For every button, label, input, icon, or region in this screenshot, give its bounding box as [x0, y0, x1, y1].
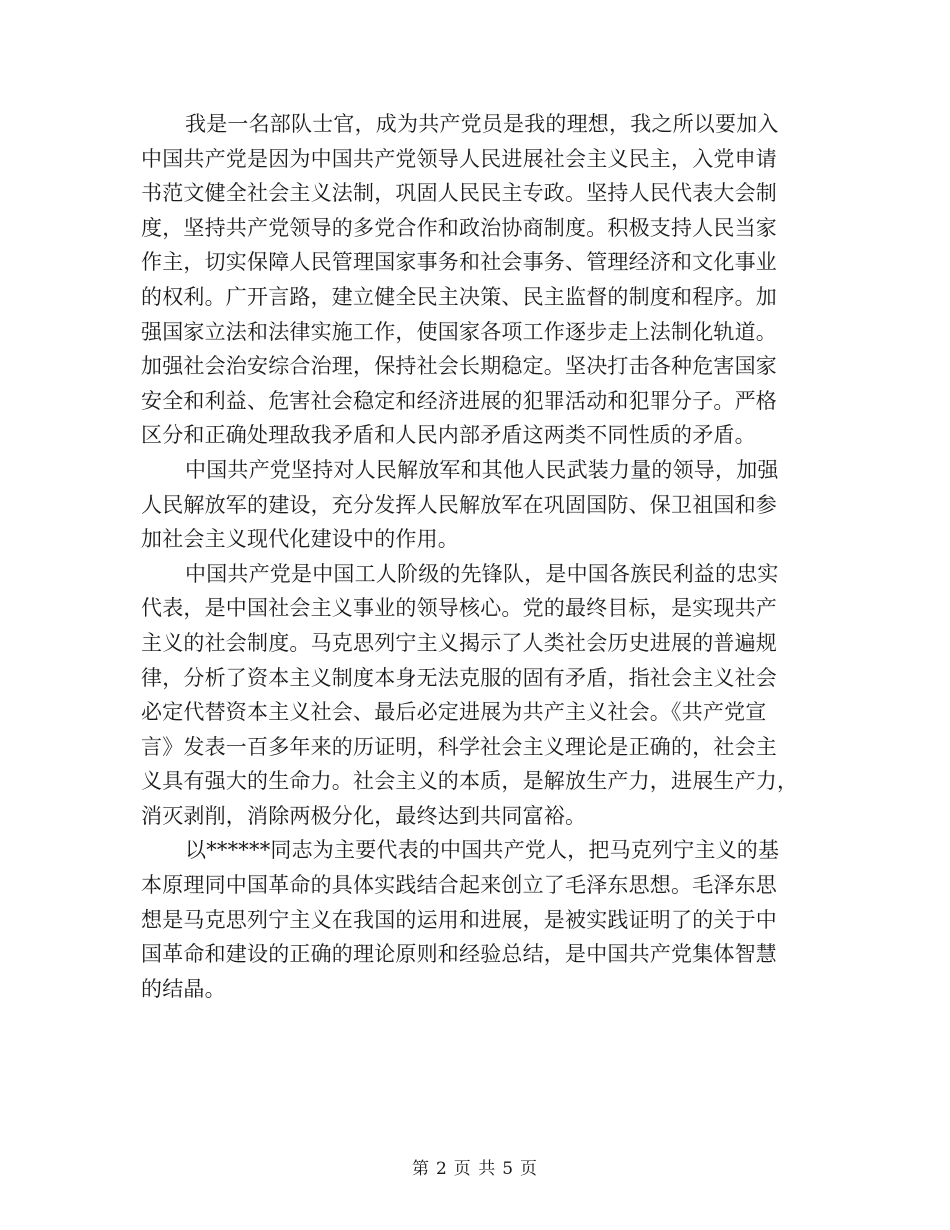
paragraph-line: 义具有强大的生命力。社会主义的本质，是解放生产力，进展生产力，: [141, 769, 799, 794]
paragraph-line: 人民解放军的建设，充分发挥人民解放军在巩固国防、保卫祖国和参: [141, 492, 777, 517]
paragraph-line: 中国共产党是中国工人阶级的先锋队，是中国各族民利益的忠实: [185, 561, 779, 586]
paragraph-line: 加强社会治安综合治理，保持社会长期稳定。坚决打击各种危害国家: [141, 354, 777, 379]
paragraph-line: 度，坚持共产党领导的多党合作和政治协商制度。积极支持人民当家: [141, 215, 777, 240]
paragraph-line: 的权利。广开言路，建立健全民主决策、民主监督的制度和程序。加: [141, 284, 777, 309]
current-page-number: 2: [435, 1159, 448, 1179]
paragraph-line: 代表，是中国社会主义事业的领导核心。党的最终目标，是实现共产: [141, 596, 777, 621]
total-page-count: 5: [502, 1159, 515, 1179]
paragraph-line: 的结晶。: [141, 976, 226, 1001]
paragraph-line: 本原理同中国革命的具体实践结合起来创立了毛泽东思想。毛泽东思: [141, 873, 777, 898]
paragraph-3: [141, 557, 801, 834]
paragraph-line: 作主，切实保障人民管理国家事务和社会事务、管理经济和文化事业: [141, 250, 777, 275]
footer-middle: 页 共: [453, 1159, 497, 1179]
page-footer: [0, 1154, 950, 1179]
paragraph-2: [141, 453, 801, 557]
paragraph-line: 必定代替资本主义社会、最后必定进展为共产主义社会。《共产党宣: [141, 700, 767, 725]
paragraph-line: 中国共产党是因为中国共产党领导人民进展社会主义民主，入党申请: [141, 146, 777, 171]
paragraph-line: 中国共产党坚持对人民解放军和其他人民武装力量的领导，加强: [185, 457, 779, 482]
paragraph-4: [141, 833, 801, 1006]
paragraph-line: 消灭剥削，消除两极分化，最终达到共同富裕。: [141, 803, 587, 828]
paragraph-line: 区分和正确处理敌我矛盾和人民内部矛盾这两类不同性质的矛盾。: [141, 423, 756, 448]
paragraph-line: 律，分析了资本主义制度本身无法克服的固有矛盾，指社会主义社会: [141, 665, 777, 690]
paragraph-line: 国革命和建设的正确的理论原则和经验总结，是中国共产党集体智慧: [141, 942, 777, 967]
paragraph-line: 安全和利益、危害社会稳定和经济进展的犯罪活动和犯罪分子。严格: [141, 388, 777, 413]
paragraph-line: 我是一名部队士官，成为共产党员是我的理想，我之所以要加入: [185, 112, 779, 136]
document-body: [141, 107, 801, 1006]
paragraph-1: [141, 107, 801, 453]
paragraph-line: 以******同志为主要代表的中国共产党人，把马克列宁主义的基: [185, 838, 780, 863]
paragraph-line: 主义的社会制度。马克思列宁主义揭示了人类社会历史进展的普遍规: [141, 630, 777, 655]
footer-prefix: 第: [411, 1159, 430, 1179]
paragraph-line: 书范文健全社会主义法制，巩固人民民主专政。坚持人民代表大会制: [141, 181, 777, 206]
footer-suffix: 页: [520, 1159, 539, 1179]
paragraph-line: 强国家立法和法律实施工作，使国家各项工作逐步走上法制化轨道。: [141, 319, 777, 344]
paragraph-line: 言》发表一百多年来的历证明，科学社会主义理论是正确的，社会主: [141, 734, 777, 759]
paragraph-line: 加社会主义现代化建设中的作用。: [141, 527, 459, 552]
paragraph-line: 想是马克思列宁主义在我国的运用和进展，是被实践证明了的关于中: [141, 907, 777, 932]
